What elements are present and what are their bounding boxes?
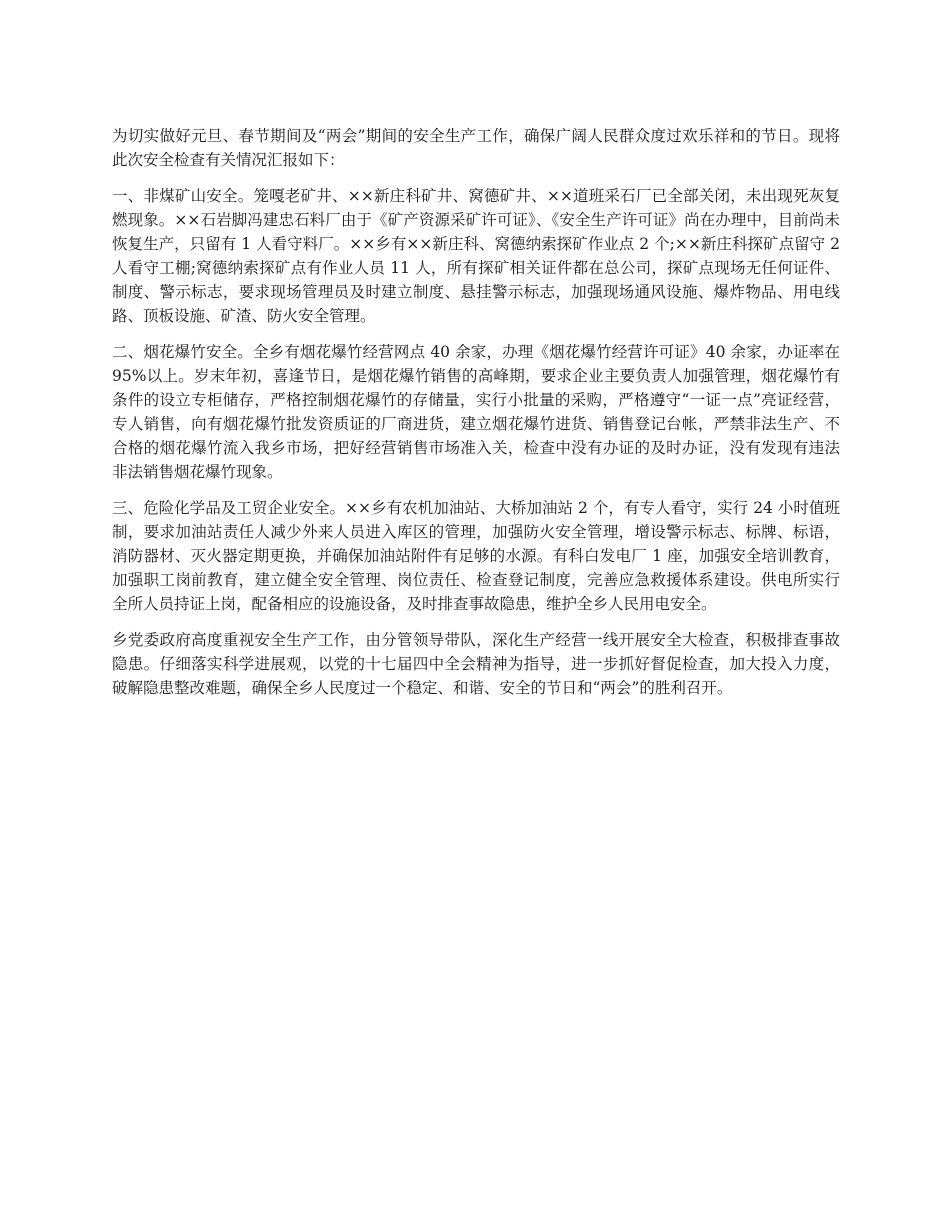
document-body	[112, 124, 840, 712]
intro-paragraph: 为切实做好元旦、春节期间及“两会”期间的安全生产工作，确保广阔人民群众度过欢乐祥和的节日。现将此次安全检查有关情况汇报如下：	[112, 127, 840, 169]
conclusion-paragraph: 乡党委政府高度重视安全生产工作，由分管领导带队，深化生产经营一线开展安全大检查，积极排查事故隐患。仔细落实科学进展观，以党的十七届四中全会精神为指导，进一步抓好督促检查，加大投入力度，破解隐患整改难题，确保全乡人民度过一个稳定、和谐、安全的节日和“两会”的胜利召开。	[112, 631, 840, 697]
section-mining-safety: 一、非煤矿山安全。笼嘎老矿井、××新庄科矿井、窝德矿井、××道班采石厂已全部关闭，未出现死灰复燃现象。××石岩脚冯建忠石料厂由于《矿产资源采矿许可证》、《安全生产许可证》尚在办理中，目前尚未恢复生产，只留有 1 人看守料厂。××乡有××新庄科、窝德纳索探矿作业点 2 个;××新庄科探矿点留守 2 人看守工棚;窝德纳索探矿点有作业人员 11 人，所有探矿相关证件都在总公司，探矿点现场无任何证件、制度、警示标志，要求现场管理员及时建立制度、悬挂警示标志，加强现场通风设施、爆炸物品、用电线路、顶板设施、矿渣、防火安全管理。	[112, 187, 840, 325]
section-hazardous-chemicals-safety: 三、危险化学品及工贸企业安全。××乡有农机加油站、大桥加油站 2 个，有专人看守，实行 24 小时值班制，要求加油站责任人减少外来人员进入库区的管理，加强防火安全管理，增设警示标志、标牌、标语，消防器材、灭火器定期更换，并确保加油站附件有足够的水源。有科白发电厂 1 座，加强安全培训教育，加强职工岗前教育，建立健全安全管理、岗位责任、检查登记制度，完善应急救援体系建设。供电所实行全所人员持证上岗，配备相应的设施设备，及时排查事故隐患，维护全乡人民用电安全。	[112, 499, 840, 613]
section-fireworks-safety: 二、烟花爆竹安全。全乡有烟花爆竹经营网点 40 余家，办理《烟花爆竹经营许可证》40 余家，办证率在 95%以上。岁末年初，喜逢节日，是烟花爆竹销售的高峰期，要求企业主要负责人加强管理，烟花爆竹有条件的设立专柜储存，严格控制烟花爆竹的存储量，实行小批量的采购，严格遵守“一证一点”亮证经营，专人销售，向有烟花爆竹批发资质证的厂商进货，建立烟花爆竹进货、销售登记台帐，严禁非法生产、不合格的烟花爆竹流入我乡市场，把好经营销售市场准入关，检查中没有办证的及时办证，没有发现有违法非法销售烟花爆竹现象。	[112, 343, 840, 481]
